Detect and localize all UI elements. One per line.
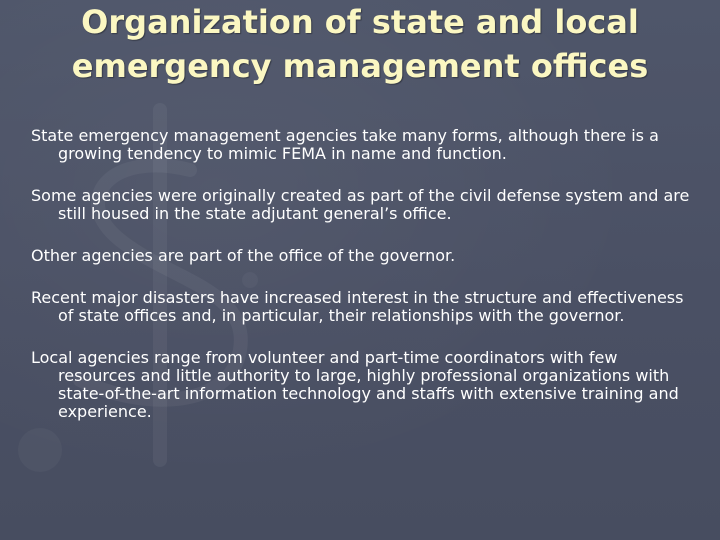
paragraph-civil-defense: Some agencies were originally created as part of the civil defense system and are still housed in the state adjutant general’s office.: [31, 186, 690, 223]
bullet-list: [31, 127, 699, 421]
slide-title: Organization of state and local emergency management offices: [71, 3, 649, 85]
paragraph-governor-office: Other agencies are part of the office of the governor.: [31, 246, 456, 265]
paragraph-state-agencies: State emergency management agencies take many forms, although there is a growing tendency to mimic FEMA in name and function.: [31, 126, 659, 163]
paragraph-recent-disasters: Recent major disasters have increased interest in the structure and effectiveness of state offices and, in particular, their relationships with the governor.: [31, 288, 684, 325]
paragraph-local-agencies: Local agencies range from volunteer and part-time coordinators with few resources and little authority to large, highly professional organizations with state-of-the-art information technology and staffs with extensive training and experience.: [31, 348, 679, 421]
